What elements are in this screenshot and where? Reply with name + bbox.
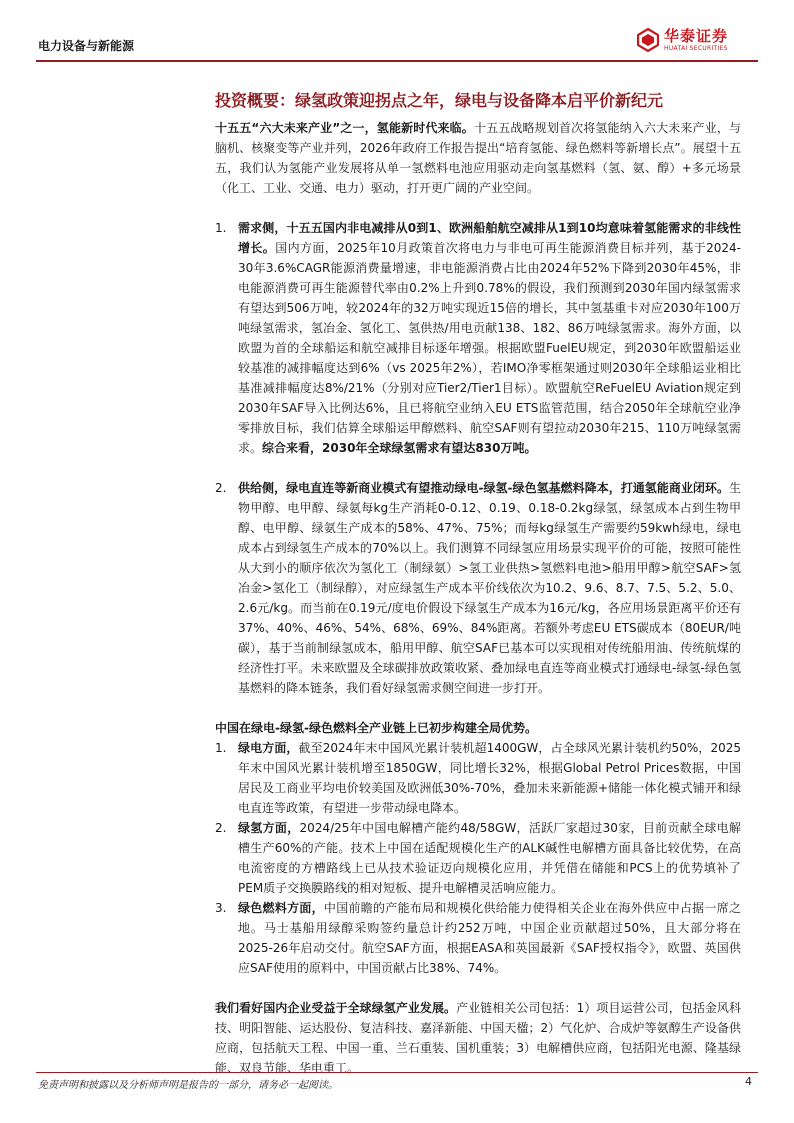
huatai-logo-icon	[637, 28, 659, 52]
page-number: 4	[745, 1075, 752, 1088]
green-hydrogen-text: 2024/25年中国电解槽产能约48/58GW，活跃厂家超过30家，目前贡献全球电解槽生产60%的产能。技术上中国在适配规模化生产的ALK碱性电解槽方面具备比较优势，在高电流密度的方槽路线上已从技术验证迈向规模化应用，并凭借在储能和PCS上的优势填补了PEM质子交换膜路线的相对短板、提升电解槽灵活响应能力。	[238, 821, 741, 895]
logo-name-en: HUATAI SECURITIES	[664, 44, 728, 52]
item-number: 2.	[215, 481, 227, 495]
demand-item	[215, 218, 741, 458]
conclusion-paragraph	[215, 998, 741, 1078]
header-divider	[36, 60, 758, 62]
green-power-item	[215, 738, 741, 818]
intro-text: 十五五战略规划首次将氢能纳入六大未来产业，与脑机、核聚变等产业并列，2026年政府工作报告提出“培育氢能、绿色燃料等新增长点”。展望十五五，我们认为氢能产业发展将从单一氢燃料电池应用驱动走向氢基燃料（氢、氨、醇）+多元场景（化工、工业、交通、电力）驱动，打开更广阔的产业空间。	[215, 121, 741, 195]
green-hydrogen-item	[215, 818, 741, 898]
conclusion-text: 产业链相关公司包括：1）项目运营公司，包括金风科技、明阳智能、运达股份、复洁科技、嘉泽新能、中国天楹；2）气化炉、合成炉等氨醇生产设备供应商，包括航天工程、中国一重、兰石重装、国机重装；3）电解槽供应商，包括阳光电源、隆基绿能、双良节能、华电重工。	[215, 1001, 741, 1075]
supply-lead: 供给侧，绿电直连等新商业模式有望推动绿电-绿氢-绿色氢基燃料降本，打通氢能商业闭环。	[238, 481, 729, 495]
footer-disclaimer: 免责声明和披露以及分析师声明是报告的一部分，请务必一起阅读。	[38, 1080, 338, 1091]
supply-text: 生物甲醇、电甲醇、绿氨每kg生产消耗0-0.12、0.19、0.18-0.2kg绿氢，绿氢成本占到生物甲醇、电甲醇、绿氨生产成本的58%、47%、75%；而每kg绿氢生产需要约59kwh绿电，绿电成本占到绿氢生产成本的70%以上。我们测算不同绿氢应用场景实现平价的可能，按照可能性从大到小的顺序依次为氢化工（制绿氨）>氢工业供热>氢燃料电池>船用甲醇>航空SAF>氢冶金>氢化工（制绿醇），对应绿氢生产成本平价线依次为10.2、9.6、8.7、7.5、5.2、5.0、2.6元/kg。而当前在0.19元/度电价假设下绿氢生产成本为16元/kg，各应用场景距离平价还有37%、40%、46%、54%、68%、69%、84%距离。若额外考虑EU ETS碳成本（80EUR/吨碳），基于当前制绿氢成本，船用甲醇、航空SAF已基本可以实现相对传统船用油、传统航煤的经济性打平。未来欧盟及全球碳排放政策收紧、叠加绿电直连等商业模式打通绿电-绿氢-绿色氢基燃料的降本链条，我们看好绿氢需求侧空间进一步打开。	[238, 481, 741, 695]
demand-conclusion: 综合来看，2030年全球绿氢需求有望达830万吨。	[262, 441, 537, 455]
report-body	[215, 118, 741, 1078]
conclusion-lead: 我们看好国内企业受益于全球绿氢产业发展。	[215, 1001, 457, 1015]
item-number: 1.	[215, 741, 227, 755]
advantage-heading: 中国在绿电-绿氢-绿色燃料全产业链上已初步构建全局优势。	[215, 721, 537, 735]
report-section-label: 电力设备与新能源	[38, 39, 135, 53]
intro-paragraph	[215, 118, 741, 198]
demand-lead: 需求侧，十五五国内非电减排从0到1、欧洲船舶航空减排从1到10均意味着氢能需求的非线性增长。	[238, 221, 741, 255]
green-fuel-text: 中国前瞻的产能布局和规模化供给能力使得相关企业在海外供应中占据一席之地。马士基船用绿醇采购签约量总计约252万吨，中国企业贡献超过50%，且大部分将在2025-26年启动交付。航空SAF方面，根据EASA和英国最新《SAF授权指令》，欧盟、英国供应SAF使用的原料中，中国贡献占比38%、74%。	[238, 901, 741, 975]
footer-divider	[36, 1072, 758, 1073]
green-fuel-lead: 绿色燃料方面，	[238, 901, 324, 915]
item-number: 2.	[215, 821, 227, 835]
item-number: 1.	[215, 221, 227, 235]
intro-lead: 十五五“六大未来产业”之一，氢能新时代来临。	[215, 121, 474, 135]
green-power-text: 截至2024年末中国风光累计装机超1400GW，占全球风光累计装机约50%，2025年末中国风光累计装机增至1850GW，同比增长32%，根据Global Petrol Prices数据，中国居民及工商业平均电价较美国及欧洲低30%-70%，叠加未来新能源+储能一体化模式铺开和绿电直连等政策，有望进一步带动绿电降本。	[238, 741, 741, 815]
green-power-lead: 绿电方面，	[238, 741, 299, 755]
green-hydrogen-lead: 绿氢方面，	[238, 821, 300, 835]
demand-text: 国内方面，2025年10月政策首次将电力与非电可再生能源消费目标并列，基于2024-30年3.6%CAGR能源消费量增速，非电能源消费占比由2024年52%下降到2030年45%，非电能源消费可再生能源替代率由0.2%上升到0.78%的假设，我们预测到2030年国内绿氢需求有望达到506万吨，较2024年的32万吨实现近15倍的增长，其中氢基重卡对应2030年100万吨绿氢需求，氢冶金、氢化工、氢供热/用电贡献138、182、86万吨绿氢需求。海外方面，以欧盟为首的全球船运和航空减排目标逐年增强。根据欧盟FuelEU规定，到2030年欧盟船运业较基准的减排幅度达到6%（vs 2025年2%），若IMO净零框架通过则2030年全球船运业相比基准减排幅度达8%/21%（分别对应Tier2/Tier1目标）。欧盟航空ReFuelEU Aviation规定到2030年SAF导入比例达6%，且已将航空业纳入EU ETS监管范围，结合2050年全球航空业净零排放目标，我们估算全球船运甲醇燃料、航空SAF则有望拉动2030年215、110万吨绿氢需求。	[238, 241, 741, 455]
page-title: 投资概要：绿氢政策迎拐点之年，绿电与设备降本启平价新纪元	[215, 91, 664, 110]
logo-name-cn: 华泰证券	[664, 26, 729, 45]
huatai-logo	[637, 28, 728, 52]
supply-item	[215, 478, 741, 698]
green-fuel-item	[215, 898, 741, 978]
item-number: 3.	[215, 901, 227, 915]
